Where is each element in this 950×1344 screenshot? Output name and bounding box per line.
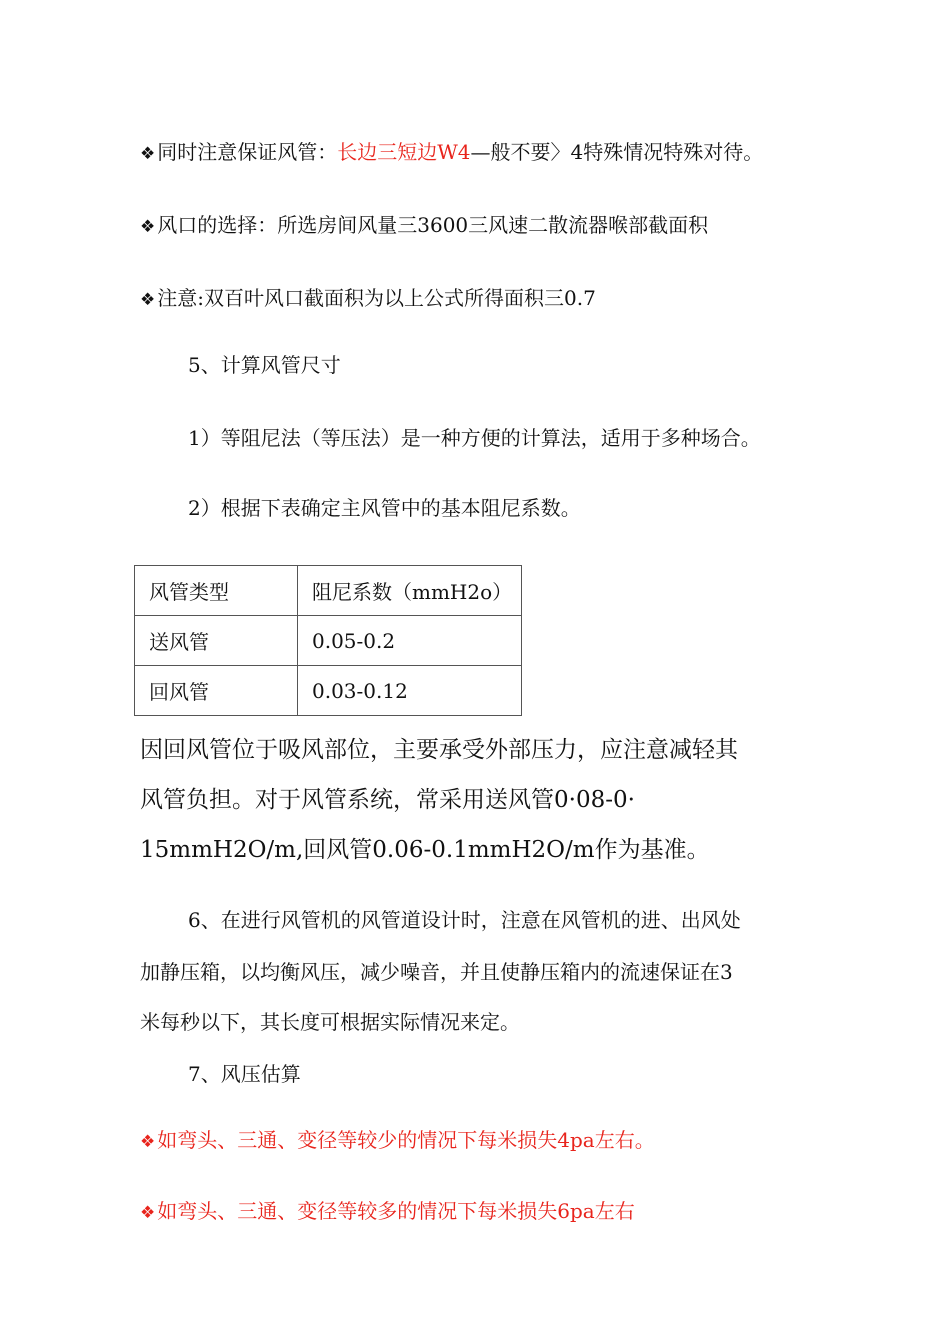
- table-header-cell: 风管类型: [135, 566, 298, 616]
- pressure-loss-high-line: [140, 1197, 635, 1227]
- table-header-row: [135, 566, 522, 616]
- method-2-text: 2）根据下表确定主风管中的基本阻尼系数。: [188, 496, 581, 520]
- pressure-loss-low-line: [140, 1126, 655, 1156]
- section-6-line-1: 6、在进行风管机的风管道设计时，注意在风管机的进、出风处: [188, 908, 741, 932]
- diamond-bullet-icon: ❖: [140, 217, 156, 237]
- ducts-note-line: [140, 138, 763, 168]
- diamond-bullet-icon: ❖: [140, 290, 156, 310]
- return-duct-paragraph-line-3: 15mmH2O/m,回风管0.06-0.1mmH2O/m作为基准。: [140, 837, 710, 863]
- method-1-text: 1）等阻尼法（等压法）是一种方便的计算法，适用于多种场合。: [188, 426, 761, 450]
- return-duct-paragraph-line-2: 风管负担。对于风管系统，常采用送风管0·08-0·: [140, 787, 635, 813]
- damping-coefficient-table: [134, 565, 522, 716]
- pressure-loss-low-text: 如弯头、三通、变径等较少的情况下每米损失4pa左右。: [157, 1128, 655, 1152]
- ducts-note-red-text: 长边三短边W4: [337, 140, 471, 164]
- table-row: [135, 616, 522, 666]
- table-cell: 送风管: [135, 616, 298, 666]
- pressure-loss-high-text: 如弯头、三通、变径等较多的情况下每米损失6pa左右: [157, 1199, 635, 1223]
- ducts-note-text: 同时注意保证风管：: [157, 140, 338, 164]
- table-cell: 0.03-0.12: [298, 666, 522, 716]
- table-header-cell: 阻尼系数（mmH2o）: [298, 566, 522, 616]
- vent-selection-text: 风口的选择：所选房间风量三3600三风速二散流器喉部截面积: [157, 213, 709, 237]
- section-5-heading: 5、计算风管尺寸: [188, 353, 341, 377]
- section-7-heading: 7、风压估算: [188, 1062, 301, 1086]
- louver-note-text: 注意:双百叶风口截面积为以上公式所得面积三0.7: [157, 286, 596, 310]
- table-cell: 0.05-0.2: [298, 616, 522, 666]
- section-6-line-3: 米每秒以下，其长度可根据实际情况来定。: [140, 1010, 520, 1034]
- return-duct-paragraph-line-1: 因回风管位于吸风部位，主要承受外部压力，应注意减轻其: [140, 737, 738, 763]
- diamond-bullet-icon: ❖: [140, 1203, 156, 1223]
- table-row: [135, 666, 522, 716]
- ducts-note-tail-text: —般不要〉4特殊情况特殊对待。: [470, 140, 764, 164]
- vent-selection-line: [140, 211, 708, 241]
- table-cell: 回风管: [135, 666, 298, 716]
- louver-note-line: [140, 284, 596, 314]
- diamond-bullet-icon: ❖: [140, 1132, 156, 1152]
- diamond-bullet-icon: ❖: [140, 144, 156, 164]
- section-6-line-2: 加静压箱，以均衡风压，减少噪音，并且使静压箱内的流速保证在3: [140, 960, 733, 984]
